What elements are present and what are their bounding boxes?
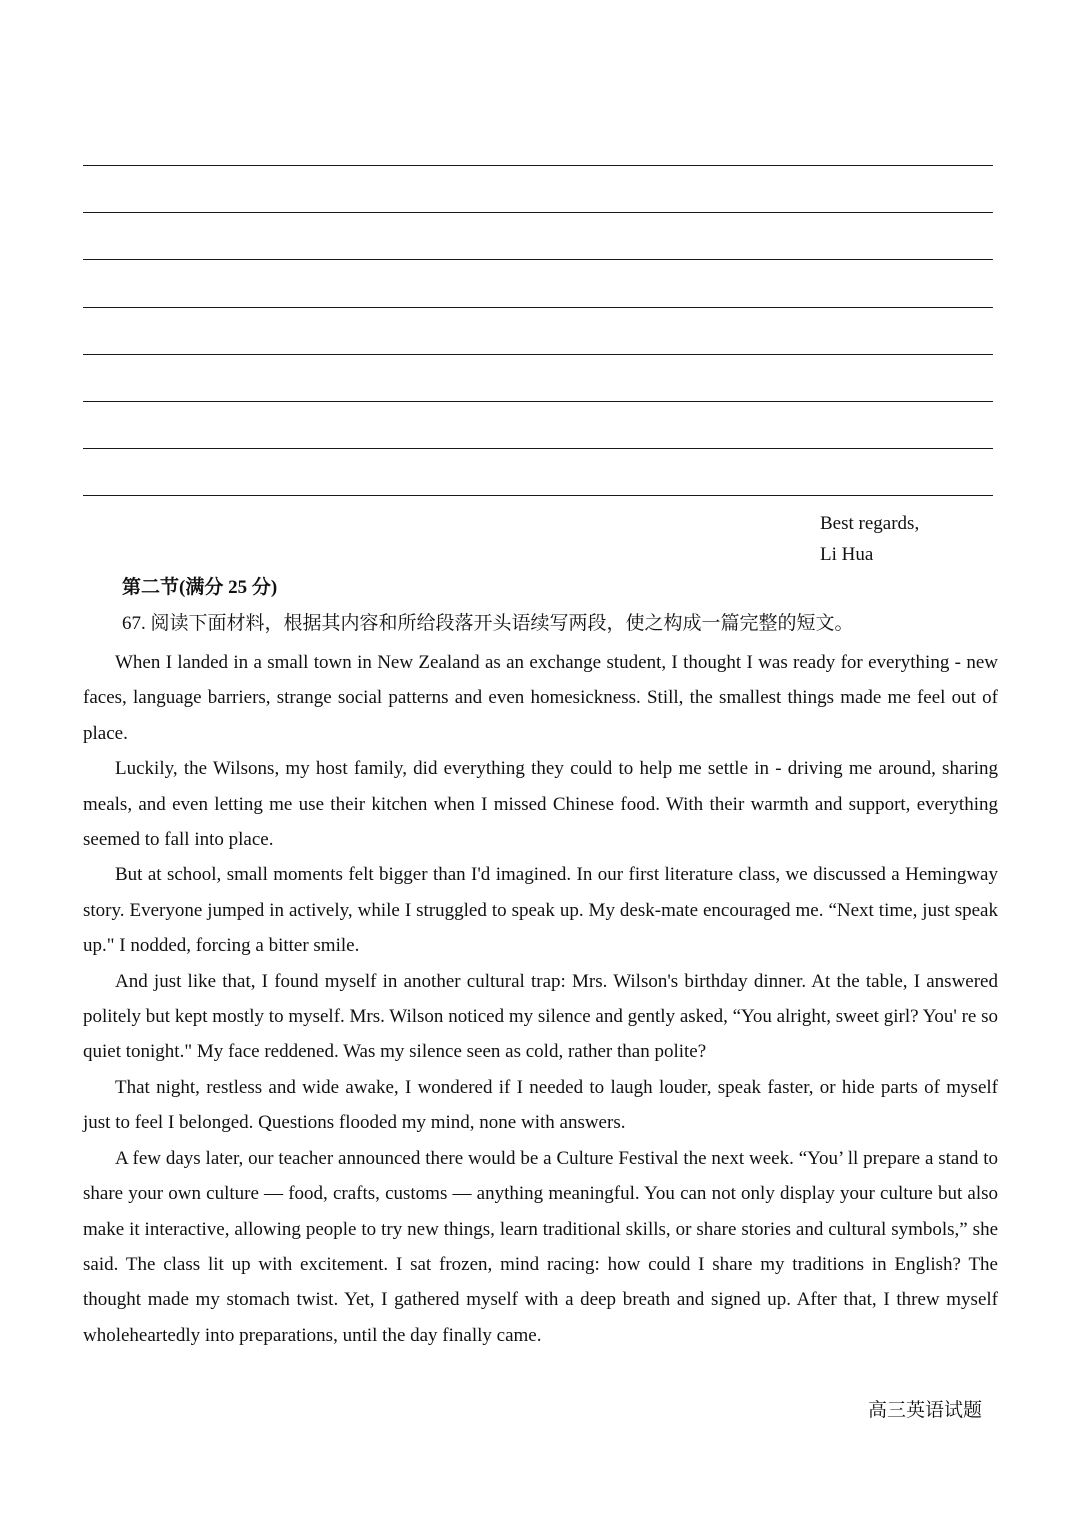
writing-line xyxy=(83,165,993,166)
writing-line xyxy=(83,448,993,449)
reading-passage xyxy=(83,645,998,1353)
writing-line xyxy=(83,259,993,260)
passage-paragraph: That night, restless and wide awake, I wondered if I needed to laugh louder, speak faster, or hide parts of myself just to feel I belonged. Questions flooded my mind, none with answers. xyxy=(83,1076,998,1134)
closing-signature: Li Hua xyxy=(820,544,874,565)
question-instruction: 67. 阅读下面材料，根据其内容和所给段落开头语续写两段，使之构成一篇完整的短文。 xyxy=(122,613,854,634)
passage-paragraph: A few days later, our teacher announced there would be a Culture Festival the next week. “You’ ll prepare a stand to share your own culture — food, crafts, customs — anything meaningful. You can not only display your culture but also make it interactive, allowing people to try new things, learn traditional skills, or share stories and cultural symbols,” she said. The class lit up with excitement. I sat frozen, mind racing: how could I share my traditions in English? The thought made my stomach twist. Yet, I gathered myself with a deep breath and signed up. After that, I threw myself wholeheartedly into preparations, until the day finally came. xyxy=(83,1147,998,1346)
section-title: 第二节(满分 25 分) xyxy=(122,577,278,598)
writing-line xyxy=(83,354,993,355)
writing-line xyxy=(83,495,993,496)
passage-paragraph: Luckily, the Wilsons, my host family, did everything they could to help me settle in - driving me around, sharing meals, and even letting me use their kitchen when I missed Chinese food. With their warmth and support, everything seemed to fall into place. xyxy=(83,758,998,851)
writing-line xyxy=(83,307,993,308)
passage-paragraph: And just like that, I found myself in another cultural trap: Mrs. Wilson's birthday dinner. At the table, I answered politely but kept mostly to myself. Mrs. Wilson noticed my silence and gently asked, “You alright, sweet girl? You' re so quiet tonight." My face reddened. Was my silence seen as cold, rather than polite? xyxy=(83,970,998,1063)
passage-paragraph: When I landed in a small town in New Zealand as an exchange student, I thought I was ready for everything - new faces, language barriers, strange social patterns and even homesickness. Still, the smallest things made me feel out of place. xyxy=(83,652,998,744)
page-footer: 高三英语试题 xyxy=(868,1400,983,1421)
writing-line xyxy=(83,212,993,213)
closing-regards: Best regards, xyxy=(820,513,920,534)
writing-line xyxy=(83,401,993,402)
passage-paragraph: But at school, small moments felt bigger than I'd imagined. In our first literature class, we discussed a Hemingway story. Everyone jumped in actively, while I struggled to speak up. My desk-mate encouraged me. “Next time, just speak up." I nodded, forcing a bitter smile. xyxy=(83,864,998,957)
